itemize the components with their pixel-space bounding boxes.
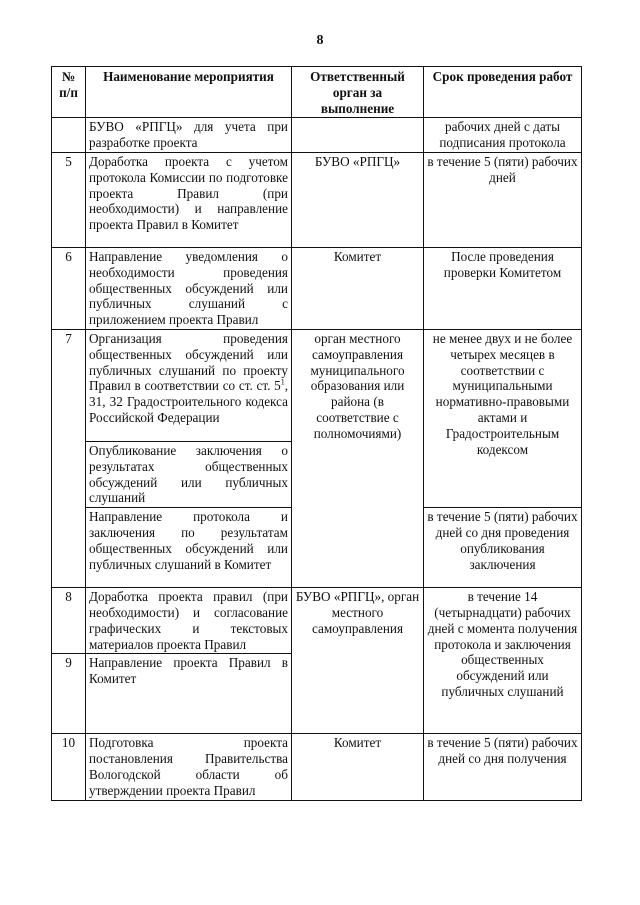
row-name: Доработка проекта с учетом протокола Комиссии по подготовке проекта Правил (при необходимости) и направление проекта Правил в Комитет xyxy=(86,152,292,247)
table-row xyxy=(52,329,582,441)
row-deadline: в течение 14 (четырнадцати) рабочих дней с момента получения протокола и заключения общественных обсуждений или публичных слушаний xyxy=(424,588,582,734)
row-name: Направление уведомления о необходимости проведения общественных обсуждений или публичных слушаний с приложением проекта Правил xyxy=(86,247,292,329)
row-responsible: Комитет xyxy=(292,734,424,800)
row-name: Направление протокола и заключения по результатам общественных обсуждений или публичных слушаний в Комитет xyxy=(86,508,292,588)
table-row xyxy=(52,152,582,247)
header-responsible: Ответственный орган за выполнение xyxy=(292,67,424,118)
row-name xyxy=(86,329,292,441)
row-deadline: в течение 5 (пяти) рабочих дней со дня проведения опубликования заключения xyxy=(424,508,582,588)
events-table xyxy=(51,66,582,801)
header-deadline: Срок проведения работ xyxy=(424,67,582,118)
row-name: БУВО «РПГЦ» для учета при разработке проекта xyxy=(86,118,292,153)
row-name-text: Организация проведения общественных обсуждений или публичных слушаний по проекту Правил в соответствии со ст. ст. 5 xyxy=(89,330,288,394)
table-row xyxy=(52,118,582,153)
row-num: 6 xyxy=(52,247,86,329)
row-responsible: БУВО «РПГЦ», орган местного самоуправления xyxy=(292,588,424,734)
row-num: 8 xyxy=(52,588,86,654)
row-num: 10 xyxy=(52,734,86,800)
table-row xyxy=(52,734,582,800)
row-name: Опубликование заключения о результатах общественных обсуждений или публичных слушаний xyxy=(86,441,292,507)
row-deadline: в течение 5 (пяти) рабочих дней xyxy=(424,152,582,247)
row-num: 5 xyxy=(52,152,86,247)
row-responsible: БУВО «РПГЦ» xyxy=(292,152,424,247)
page-number: 8 xyxy=(316,33,324,48)
row-responsible: орган местного самоуправления муниципального образования или района (в соответствие с полномочиями) xyxy=(292,329,424,587)
row-responsible xyxy=(292,118,424,153)
row-deadline: После проведения проверки Комитетом xyxy=(424,247,582,329)
article-superscript: 1 xyxy=(280,377,285,387)
table-row xyxy=(52,588,582,654)
row-responsible: Комитет xyxy=(292,247,424,329)
table-row xyxy=(52,247,582,329)
row-deadline: рабочих дней с даты подписания протокола xyxy=(424,118,582,153)
table-header-row xyxy=(52,67,582,118)
row-deadline: не менее двух и не более четырех месяцев в соответствии с муниципальными нормативно-правовыми актами и Градостроительным кодексом xyxy=(424,329,582,507)
row-name-text-cont: , 31, 32 Градостроительного кодекса Российской Федерации xyxy=(89,378,288,425)
row-num: 7 xyxy=(52,329,86,587)
row-deadline: в течение 5 (пяти) рабочих дней со дня получения xyxy=(424,734,582,800)
row-name: Направление проекта Правил в Комитет xyxy=(86,654,292,734)
row-name: Доработка проекта правил (при необходимости) и согласование графических и текстовых материалов проекта Правил xyxy=(86,588,292,654)
header-num: № п/п xyxy=(52,67,86,118)
row-num: 9 xyxy=(52,654,86,734)
row-name: Подготовка проекта постановления Правительства Вологодской области об утверждении проекта Правил xyxy=(86,734,292,800)
header-name: Наименование мероприятия xyxy=(86,67,292,118)
row-num xyxy=(52,118,86,153)
